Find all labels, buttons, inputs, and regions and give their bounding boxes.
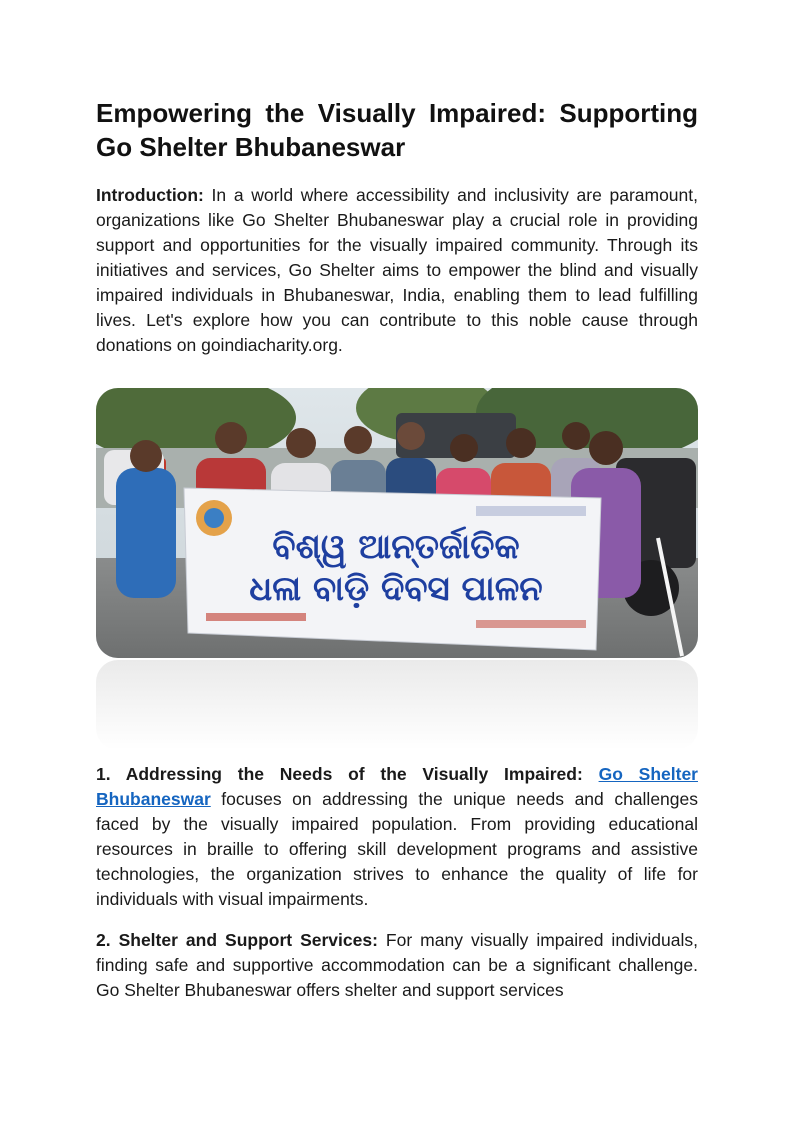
document-page [96,96,698,1003]
section-2-text: For many visually impaired individuals, finding safe and supportive accommodation can be a significant challenge. Go Shelter Bhubaneswar offers shelter and support services [96,930,699,1000]
article-title: Empowering the Visually Impaired: Supporting Go Shelter Bhubaneswar [96,98,698,162]
section-1-text: focuses on addressing the unique needs and challenges faced by the visually impaired population. From providing educational resources in braille to offering skill development programs and assistive technologies, the organization strives to enhance the quality of life for individuals with visual impairments. [96,789,698,909]
banner-line2: ଧଳା ବାଡ଼ି ଦିବସ ପାଳନ [249,569,543,609]
banner [184,488,601,650]
event-photo [96,388,698,658]
intro-label: Introduction: [96,185,204,205]
go-shelter-link[interactable]: Go Shelter Bhubaneswar [96,764,698,809]
section-2-paragraph [96,928,698,1003]
section-2-label: 2. Shelter and Support Services: [96,930,378,950]
photo-reflection [96,660,698,750]
event-photo-image [96,388,698,658]
intro-text: In a world where accessibility and inclusivity are paramount, organizations like Go Shelter Bhubaneswar play a crucial role in providing support and opportunities for the visually impaired community. Through its initiatives and services, Go Shelter aims to empower the blind and visually impaired individuals in Bhubaneswar, India, enabling them to lead fulfilling lives. Let's explore how you can contribute to this noble cause through donations on goindiacharity.org. [96,185,698,355]
section-1-label: 1. Addressing the Needs of the Visually Impaired: [96,764,583,784]
banner-line1: ବିଶ୍ୱ ଆନ୍ତର୍ଜାତିକ [272,527,520,567]
intro-paragraph [96,183,698,358]
section-1-paragraph [96,762,698,912]
